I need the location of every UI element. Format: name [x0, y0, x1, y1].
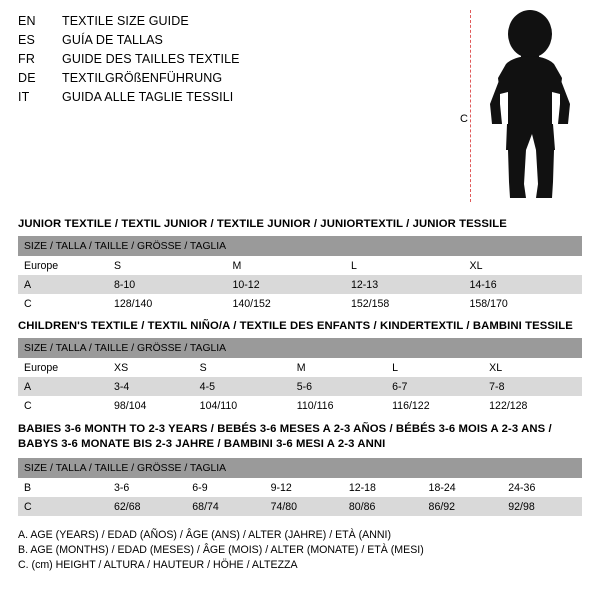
cell: 158/170 — [464, 294, 583, 313]
language-title-list — [18, 14, 438, 109]
table-row — [18, 294, 582, 313]
section-heading-children: CHILDREN'S TEXTILE / TEXTIL NIÑO/A / TEXTILE DES ENFANTS / KINDERTEXTIL / BAMBINI TESSILE — [18, 320, 573, 332]
cell: S — [108, 256, 227, 275]
row-label: Europe — [18, 358, 108, 377]
section-heading-babies-line2: BABYS 3-6 MONATE BIS 2-3 JAHRE / BAMBINI 3-6 MESI A 2-3 ANNI — [18, 437, 386, 450]
row-label: Europe — [18, 256, 108, 275]
cell: M — [227, 256, 346, 275]
cell: 68/74 — [186, 497, 264, 516]
cell: 80/86 — [343, 497, 423, 516]
language-row — [18, 52, 438, 71]
table-row — [18, 256, 582, 275]
language-code: FR — [18, 52, 36, 66]
cell: 128/140 — [108, 294, 227, 313]
section-heading-junior: JUNIOR TEXTILE / TEXTIL JUNIOR / TEXTILE JUNIOR / JUNIORTEXTIL / JUNIOR TESSILE — [18, 218, 507, 230]
cell: L — [345, 256, 464, 275]
cell: 62/68 — [108, 497, 186, 516]
table-header-label: SIZE / TALLA / TAILLE / GRÖSSE / TAGLIA — [18, 338, 582, 358]
section-heading-babies-line1: BABIES 3-6 MONTH TO 2-3 YEARS / BEBÉS 3-6 MESES A 2-3 AÑOS / BÉBÉS 3-6 MOIS A 2-3 ANS / — [18, 423, 552, 435]
table-row — [18, 275, 582, 294]
cell: XL — [483, 358, 582, 377]
table-row — [18, 396, 582, 415]
table-header-row — [18, 338, 582, 358]
cell: 3-4 — [108, 377, 194, 396]
legend-line-c: C. (cm) HEIGHT / ALTURA / HAUTEUR / HÖHE / ALTEZZA — [18, 559, 298, 571]
legend-line-b: B. AGE (MONTHS) / EDAD (MESES) / ÂGE (MOIS) / ALTER (MONATE) / ETÀ (MESI) — [18, 544, 424, 556]
row-label: B — [18, 478, 108, 497]
row-label: A — [18, 377, 108, 396]
measure-label-c: C — [460, 113, 468, 125]
row-label: C — [18, 497, 108, 516]
cell: 110/116 — [291, 396, 386, 415]
cell: XS — [108, 358, 194, 377]
cell: 74/80 — [265, 497, 343, 516]
measurement-figure — [448, 8, 592, 204]
legend-line-a: A. AGE (YEARS) / EDAD (AÑOS) / ÂGE (ANS) / ALTER (JAHRE) / ETÀ (ANNI) — [18, 529, 391, 541]
cell: 3-6 — [108, 478, 186, 497]
cell: 5-6 — [291, 377, 386, 396]
cell: 140/152 — [227, 294, 346, 313]
children-size-table — [18, 338, 582, 415]
cell: 6-9 — [186, 478, 264, 497]
cell: 12-13 — [345, 275, 464, 294]
cell: 9-12 — [265, 478, 343, 497]
language-code: EN — [18, 14, 36, 28]
table-row — [18, 377, 582, 396]
table-header-row — [18, 236, 582, 256]
cell: 116/122 — [386, 396, 483, 415]
cell: 24-36 — [502, 478, 582, 497]
table-row — [18, 358, 582, 377]
cell: 122/128 — [483, 396, 582, 415]
table-row — [18, 478, 582, 497]
cell: 92/98 — [502, 497, 582, 516]
cell: 86/92 — [423, 497, 503, 516]
language-title: TEXTILGRÖßENFÜHRUNG — [62, 71, 223, 85]
table-header-row — [18, 458, 582, 478]
cell: 152/158 — [345, 294, 464, 313]
cell: 10-12 — [227, 275, 346, 294]
cell: XL — [464, 256, 583, 275]
table-header-label: SIZE / TALLA / TAILLE / GRÖSSE / TAGLIA — [18, 458, 582, 478]
height-measure-line — [470, 10, 471, 202]
language-code: ES — [18, 33, 36, 47]
language-code: DE — [18, 71, 36, 85]
junior-size-table — [18, 236, 582, 313]
babies-size-table — [18, 458, 582, 516]
table-row — [18, 497, 582, 516]
language-row — [18, 71, 438, 90]
language-code: IT — [18, 90, 30, 104]
language-title: GUÍA DE TALLAS — [62, 33, 163, 47]
language-title: TEXTILE SIZE GUIDE — [62, 14, 189, 28]
table-header-label: SIZE / TALLA / TAILLE / GRÖSSE / TAGLIA — [18, 236, 582, 256]
cell: 4-5 — [194, 377, 291, 396]
section-heading-babies — [18, 422, 552, 451]
child-silhouette-icon — [476, 8, 592, 204]
cell: 12-18 — [343, 478, 423, 497]
row-label: C — [18, 396, 108, 415]
language-row — [18, 33, 438, 52]
cell: 104/110 — [194, 396, 291, 415]
cell: L — [386, 358, 483, 377]
cell: 6-7 — [386, 377, 483, 396]
cell: 7-8 — [483, 377, 582, 396]
legend-block — [18, 528, 424, 573]
cell: 14-16 — [464, 275, 583, 294]
language-title: GUIDE DES TAILLES TEXTILE — [62, 52, 240, 66]
language-row — [18, 90, 438, 109]
row-label: A — [18, 275, 108, 294]
cell: 98/104 — [108, 396, 194, 415]
language-row — [18, 14, 438, 33]
cell: 8-10 — [108, 275, 227, 294]
row-label: C — [18, 294, 108, 313]
cell: 18-24 — [423, 478, 503, 497]
language-title: GUIDA ALLE TAGLIE TESSILI — [62, 90, 234, 104]
cell: M — [291, 358, 386, 377]
cell: S — [194, 358, 291, 377]
